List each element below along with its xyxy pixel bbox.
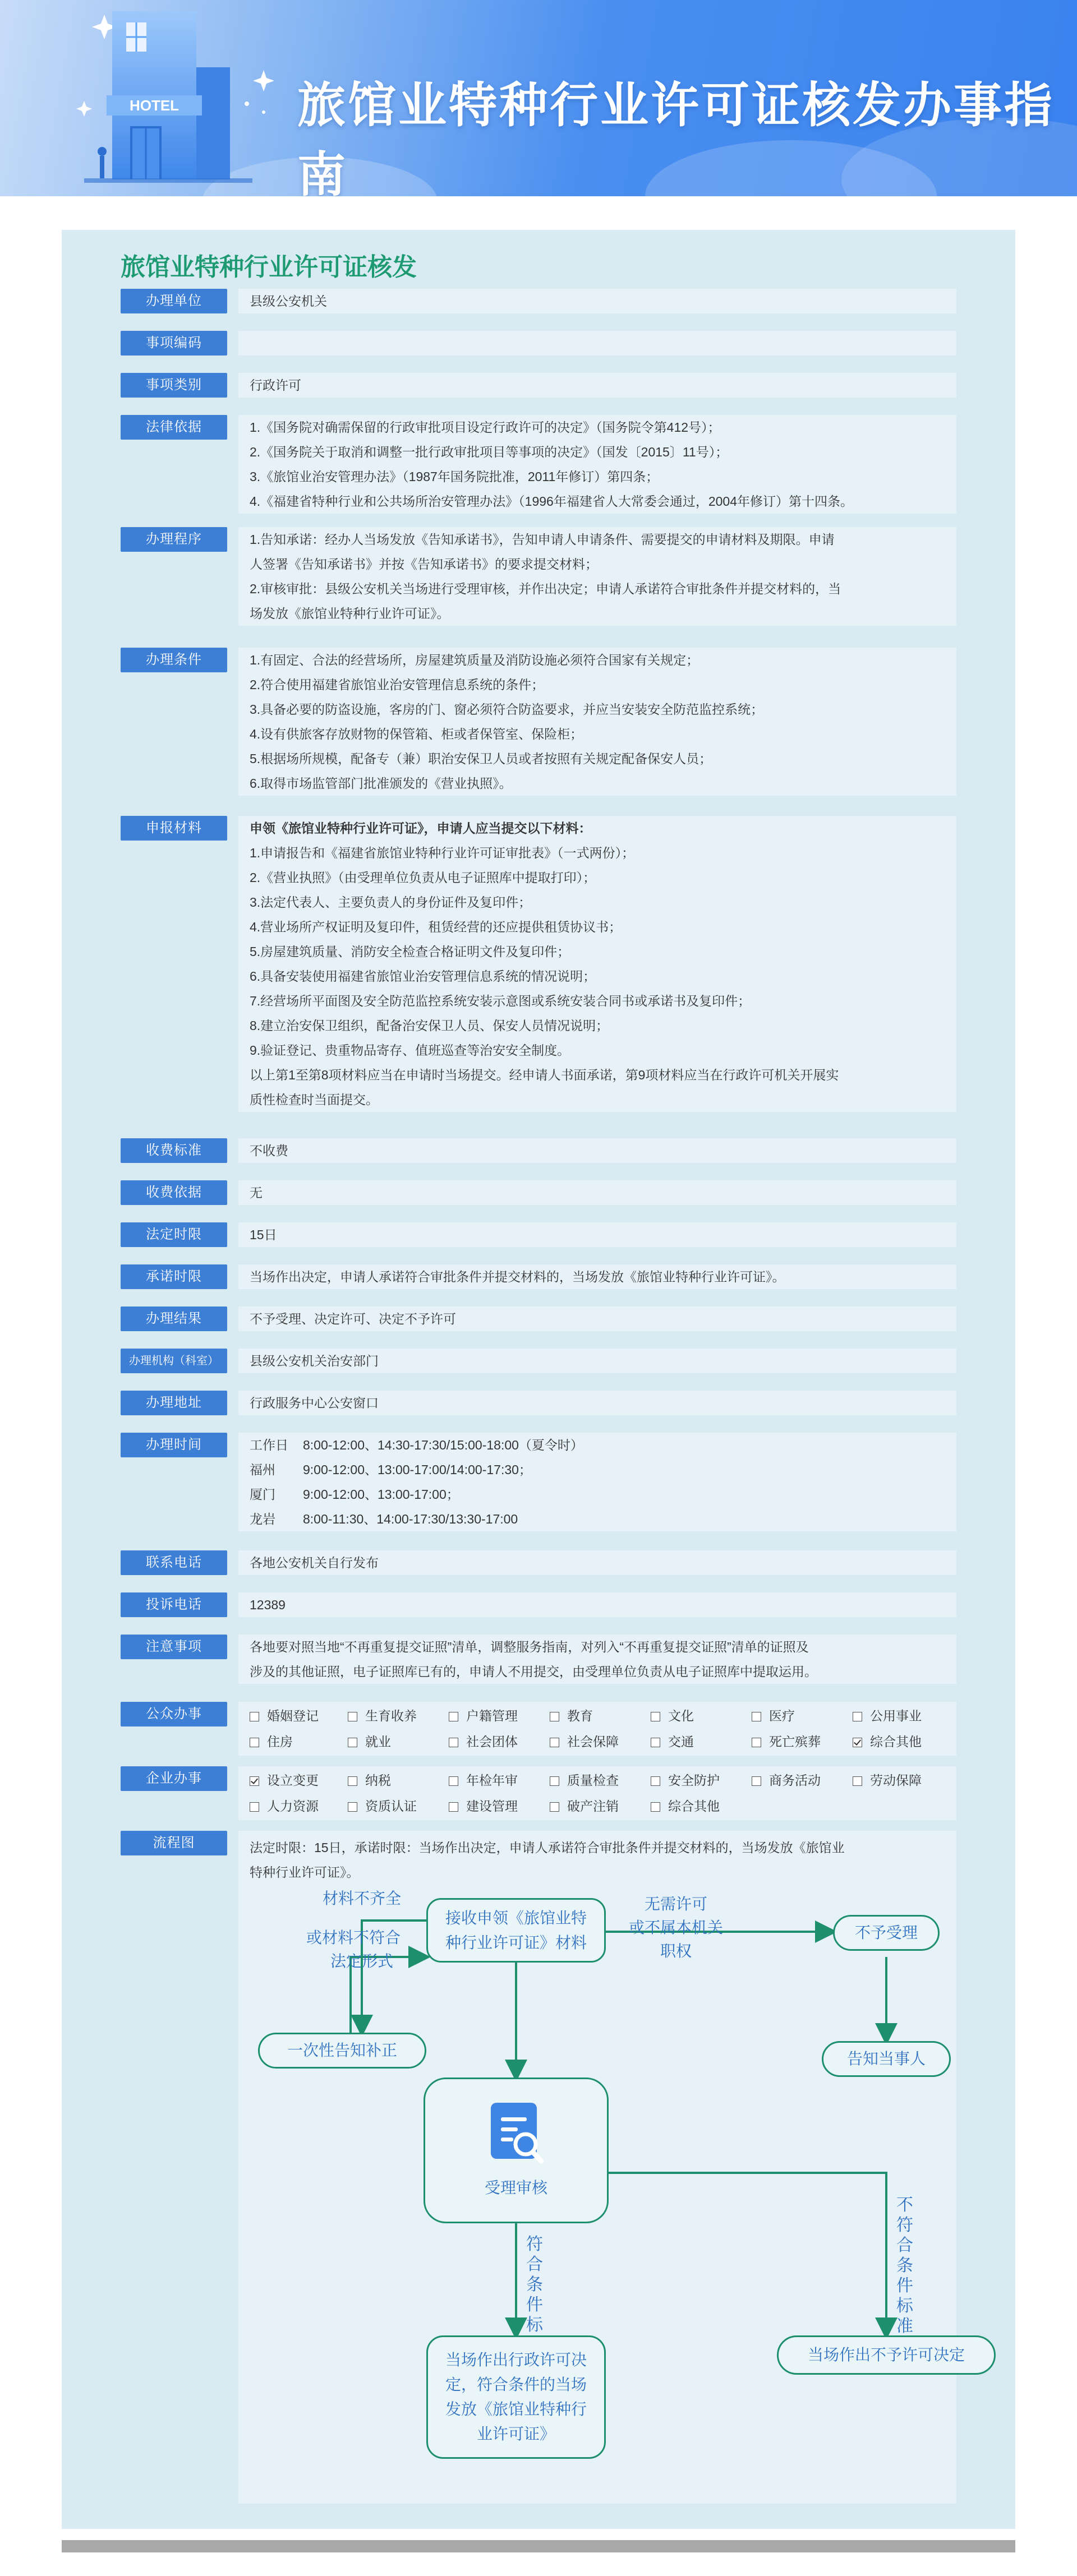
row-label: 事项类别 [121, 373, 227, 398]
category-checkbox[interactable] [853, 1767, 922, 1793]
row-value: 当场作出决定，申请人承诺符合审批条件并提交材料的，当场发放《旅馆业特种行业许可证》。 [238, 1264, 956, 1289]
row-value: 12389 [238, 1592, 956, 1617]
checkbox-label: 社会保障 [567, 1734, 619, 1749]
unchecked-box-icon[interactable] [651, 1738, 660, 1747]
flow-node-review-label: 受理审核 [484, 2179, 547, 2196]
flow-node-review [424, 2078, 609, 2223]
row-label: 流程图 [121, 1831, 227, 1855]
category-checkbox[interactable] [449, 1729, 518, 1755]
category-checkbox[interactable] [752, 1729, 821, 1755]
unchecked-box-icon[interactable] [449, 1776, 458, 1786]
unchecked-box-icon[interactable] [449, 1712, 458, 1721]
text-line: 1.告知承诺：经办人当场发放《告知承诺书》，告知申请人申请条件、需要提交的申请材料及期限。申请 [250, 532, 835, 547]
unchecked-box-icon[interactable] [550, 1738, 559, 1747]
unchecked-box-icon[interactable] [550, 1776, 559, 1786]
checkbox-grid [238, 1702, 956, 1756]
row-label: 办理条件 [121, 648, 227, 672]
category-checkbox[interactable] [449, 1767, 518, 1793]
checkbox-row [250, 1703, 945, 1729]
checkbox-label: 破产注销 [567, 1799, 619, 1813]
text-line: 2.符合使用福建省旅馆业治安管理信息系统的条件； [250, 677, 545, 692]
row-value: 15日 [238, 1222, 956, 1247]
row-value: 无 [238, 1180, 956, 1205]
unchecked-box-icon[interactable] [651, 1712, 660, 1721]
checkbox-label: 死亡殡葬 [769, 1734, 821, 1749]
text-line: 1.有固定、合法的经营场所，房屋建筑质量及消防设施必须符合国家有关规定； [250, 653, 699, 667]
unchecked-box-icon[interactable] [550, 1802, 559, 1812]
row-label: 法律依据 [121, 415, 227, 440]
row-label: 法定时限 [121, 1222, 227, 1247]
text-line: 4.营业场所产权证明及复印件，租赁经营的还应提供租赁协议书； [250, 920, 622, 934]
text-line: 8.建立治安保卫组织，配备治安保卫人员、保安人员情况说明； [250, 1018, 609, 1033]
text-line: 申领《旅馆业特种行业许可证》，申请人应当提交以下材料： [250, 821, 592, 835]
row-label: 承诺时限 [121, 1264, 227, 1289]
flow-label-incomplete: 或材料不符合 [306, 1929, 401, 1946]
checkbox-row [250, 1793, 945, 1819]
checkbox-label: 安全防护 [668, 1773, 720, 1788]
category-checkbox[interactable] [651, 1729, 694, 1755]
text-line: 人签署《告知承诺书》并按《告知承诺书》的要求提交材料； [250, 557, 598, 571]
category-checkbox[interactable] [752, 1703, 795, 1729]
row-flowchart [121, 1831, 965, 2504]
text-line: 5.根据场所规模，配备专（兼）职治安保卫人员或者按照有关规定配备保安人员； [250, 751, 712, 766]
category-checkbox[interactable] [250, 1767, 319, 1793]
hotel-illustration-icon [0, 0, 337, 196]
category-checkbox[interactable] [550, 1729, 619, 1755]
unchecked-box-icon[interactable] [250, 1738, 259, 1747]
guide-panel [62, 230, 1015, 2529]
row-value [238, 527, 956, 626]
row-label: 办理程序 [121, 527, 227, 552]
unchecked-box-icon[interactable] [752, 1738, 761, 1747]
checkbox-label: 综合其他 [668, 1799, 720, 1813]
row-label: 注意事项 [121, 1635, 227, 1659]
category-checkbox[interactable] [853, 1729, 922, 1755]
flow-node-grant: 当场作出行政许可决 定，符合条件的当场 发放《旅馆业特种行 业许可证》 [426, 2335, 606, 2459]
hours-line: 龙岩 8:00-11:30、14:00-17:30/13:30-17:00 [250, 1512, 518, 1526]
row-label: 事项编码 [121, 331, 227, 356]
unchecked-box-icon[interactable] [348, 1738, 357, 1747]
row-value: 不收费 [238, 1138, 956, 1163]
checked-box-icon[interactable] [250, 1776, 259, 1786]
row-label: 办理结果 [121, 1307, 227, 1331]
row-value [238, 1635, 956, 1684]
unchecked-box-icon[interactable] [449, 1738, 458, 1747]
checkbox-label: 生育收养 [365, 1709, 417, 1723]
category-checkbox[interactable] [348, 1767, 391, 1793]
text-line: 特种行业许可证》。 [250, 1865, 360, 1880]
text-line: 5.房屋建筑质量、消防安全检查合格证明文件及复印件； [250, 944, 570, 959]
category-checkbox[interactable] [651, 1703, 694, 1729]
text-line: 3.《旅馆业治安管理办法》（1987年国务院批准，2011年修订）第四条； [250, 469, 659, 484]
category-checkbox[interactable] [550, 1703, 593, 1729]
text-line: 场发放《旅馆业特种行业许可证》。 [250, 606, 450, 621]
row-label: 办理单位 [121, 289, 227, 313]
category-checkbox[interactable] [853, 1703, 922, 1729]
row-label: 办理时间 [121, 1433, 227, 1457]
checkbox-label: 综合其他 [870, 1734, 922, 1749]
checkbox-label: 人力资源 [267, 1799, 319, 1813]
checkbox-row [250, 1767, 945, 1793]
unchecked-box-icon[interactable] [348, 1776, 357, 1786]
text-line: 质性检查时当面提交。 [250, 1092, 379, 1107]
category-checkbox[interactable] [752, 1767, 821, 1793]
hours-line: 工作日 8:00-12:00、14:30-17:30/15:00-18:00（夏令时） [250, 1438, 583, 1452]
unchecked-box-icon[interactable] [550, 1712, 559, 1721]
category-checkbox[interactable] [348, 1729, 391, 1755]
text-line: 2.《营业执照》（由受理单位负责从电子证照库中提取打印）； [250, 870, 596, 885]
checkbox-label: 设立变更 [267, 1773, 319, 1788]
checkbox-row [250, 1729, 945, 1755]
row-label: 企业办事 [121, 1766, 227, 1791]
text-line: 9.验证登记、贵重物品寄存、值班巡查等治安安全制度。 [250, 1043, 570, 1058]
row-label: 申报材料 [121, 816, 227, 841]
checkbox-label: 户籍管理 [466, 1709, 518, 1723]
hours-line: 福州 9:00-12:00、13:00-17:00/14:00-17:30； [250, 1462, 532, 1477]
row-label: 公众办事 [121, 1702, 227, 1726]
category-checkbox[interactable] [550, 1793, 619, 1819]
unchecked-box-icon[interactable] [348, 1802, 357, 1812]
checkbox-label: 就业 [365, 1734, 391, 1749]
row-label: 收费依据 [121, 1180, 227, 1205]
checkbox-label: 年检年审 [466, 1773, 518, 1788]
footer-bar [62, 2540, 1015, 2552]
flow-node-deny: 当场作出不予许可决定 [777, 2335, 996, 2375]
row-label: 投诉电话 [121, 1592, 227, 1617]
text-line: 3.具备必要的防盗设施，客房的门、窗必须符合防盗要求，并应当安装安全防范监控系统； [250, 702, 764, 717]
unchecked-box-icon[interactable] [449, 1802, 458, 1812]
checkbox-label: 住房 [267, 1734, 293, 1749]
category-checkbox[interactable] [348, 1703, 417, 1729]
text-line: 各地要对照当地“不再重复提交证照”清单，调整服务指南，对列入“不再重复提交证照”清单的证照及 [250, 1640, 809, 1654]
flow-label-not-meets: 不符合条件标准 [896, 2196, 913, 2335]
category-checkbox[interactable] [449, 1703, 518, 1729]
unchecked-box-icon[interactable] [250, 1712, 259, 1721]
row-value [238, 331, 956, 356]
unchecked-box-icon[interactable] [853, 1776, 862, 1786]
row-label: 办理地址 [121, 1391, 227, 1415]
checkbox-label: 建设管理 [466, 1799, 518, 1813]
unchecked-box-icon[interactable] [752, 1712, 761, 1721]
flow-node-notify-once: 一次性告知补正 [258, 2033, 426, 2069]
text-line: 6.取得市场监管部门批准颁发的《营业执照》。 [250, 776, 512, 791]
row-value [238, 816, 956, 1112]
category-checkbox[interactable] [449, 1793, 518, 1819]
checkbox-grid [238, 1766, 956, 1820]
category-checkbox[interactable] [651, 1767, 720, 1793]
text-line: 3.法定代表人、主要负责人的身份证件及复印件； [250, 895, 532, 910]
checkbox-label: 交通 [668, 1734, 694, 1749]
row-label: 联系电话 [121, 1550, 227, 1575]
section-title: 旅馆业特种行业许可证核发 [121, 253, 417, 281]
row-value [238, 415, 956, 514]
category-checkbox[interactable] [651, 1793, 720, 1819]
checkbox-label: 文化 [668, 1709, 694, 1723]
category-checkbox[interactable] [250, 1703, 319, 1729]
row-value: 行政服务中心公安窗口 [238, 1391, 956, 1415]
text-line: 涉及的其他证照，电子证照库已有的，申请人不用提交，由受理单位负责从电子证照库中提取运用。 [250, 1664, 817, 1679]
category-checkbox[interactable] [250, 1729, 293, 1755]
text-line: 4.设有供旅客存放财物的保管箱、柜或者保管室、保险柜； [250, 727, 583, 741]
text-line: 6.具备安装使用福建省旅馆业治安管理信息系统的情况说明； [250, 969, 596, 984]
category-checkbox[interactable] [348, 1793, 417, 1819]
flow-label-incomplete: 材料不齐全 [322, 1890, 401, 1907]
checkbox-label: 劳动保障 [870, 1773, 922, 1788]
unchecked-box-icon[interactable] [651, 1776, 660, 1786]
unchecked-box-icon[interactable] [250, 1802, 259, 1812]
text-line: 以上第1至第8项材料应当在申请时当场提交。经申请人书面承诺，第9项材料应当在行政许可机关开展实 [250, 1068, 839, 1082]
text-line: 2.审核审批：县级公安机关当场进行受理审核，并作出决定；申请人承诺符合审批条件并提交材料的，当 [250, 581, 841, 596]
text-line: 2.《国务院关于取消和调整一批行政审批项目等事项的决定》（国发〔2015〕11号）； [250, 445, 729, 459]
checkbox-label: 质量检查 [567, 1773, 619, 1788]
row-value: 县级公安机关治安部门 [238, 1349, 956, 1373]
svg-text:HOTEL: HOTEL [129, 97, 180, 114]
text-line: 法定时限：15日，承诺时限：当场作出决定，申请人承诺符合审批条件并提交材料的，当场发放《旅馆业 [250, 1840, 845, 1855]
document-search-icon [485, 2100, 547, 2168]
flow-label-incomplete: 法定形式 [330, 1952, 393, 1970]
flow-node-notify-party: 告知当事人 [822, 2041, 951, 2077]
checkbox-label: 婚姻登记 [267, 1709, 319, 1723]
flow-label-no-permit: 或不属本机关 [628, 1919, 723, 1936]
row-label: 收费标准 [121, 1138, 227, 1163]
row-value: 不予受理、决定许可、决定不予许可 [238, 1307, 956, 1331]
unchecked-box-icon[interactable] [752, 1776, 761, 1786]
flow-label-no-permit: 职权 [660, 1942, 692, 1960]
checkbox-label: 医疗 [769, 1709, 795, 1723]
checked-box-icon[interactable] [853, 1738, 862, 1747]
row-label: 办理机构（科室） [121, 1349, 227, 1373]
flow-label-meets: 符合条件标 [526, 2235, 543, 2334]
flow-node-receive: 接收申领《旅馆业特 种行业许可证》材料 [426, 1898, 606, 1963]
text-line: 4.《福建省特种行业和公共场所治安管理办法》（1996年福建省人大常委会通过，2004年修订）第十四条。 [250, 494, 854, 509]
unchecked-box-icon[interactable] [651, 1802, 660, 1812]
text-line: 1.《国务院对确需保留的行政审批项目设定行政许可的决定》（国务院令第412号）； [250, 420, 721, 435]
text-line: 1.申请报告和《福建省旅馆业特种行业许可证审批表》（一式两份）； [250, 846, 635, 860]
checkbox-label: 商务活动 [769, 1773, 821, 1788]
page-title: 旅馆业特种行业许可证核发办事指南 [297, 79, 1055, 196]
row-value: 行政许可 [238, 373, 956, 398]
row-value [238, 648, 956, 796]
row-value: 各地公安机关自行发布 [238, 1550, 956, 1575]
checkbox-label: 纳税 [365, 1773, 391, 1788]
banner [0, 0, 1077, 196]
flow-label-no-permit: 无需许可 [644, 1895, 707, 1913]
row-value [238, 1433, 956, 1531]
unchecked-box-icon[interactable] [348, 1712, 357, 1721]
row-value: 县级公安机关 [238, 289, 956, 313]
checkbox-label: 教育 [567, 1709, 593, 1723]
hours-line: 厦门 9:00-12:00、13:00-17:00； [250, 1487, 459, 1502]
checkbox-label: 资质认证 [365, 1799, 417, 1813]
checkbox-label: 社会团体 [466, 1734, 518, 1749]
category-checkbox[interactable] [250, 1793, 319, 1819]
text-line: 7.经营场所平面图及安全防范监控系统安装示意图或系统安装合同书或承诺书及复印件； [250, 994, 751, 1008]
category-checkbox[interactable] [550, 1767, 619, 1793]
unchecked-box-icon[interactable] [853, 1712, 862, 1721]
flow-node-reject: 不予受理 [833, 1915, 940, 1951]
checkbox-label: 公用事业 [870, 1709, 922, 1723]
